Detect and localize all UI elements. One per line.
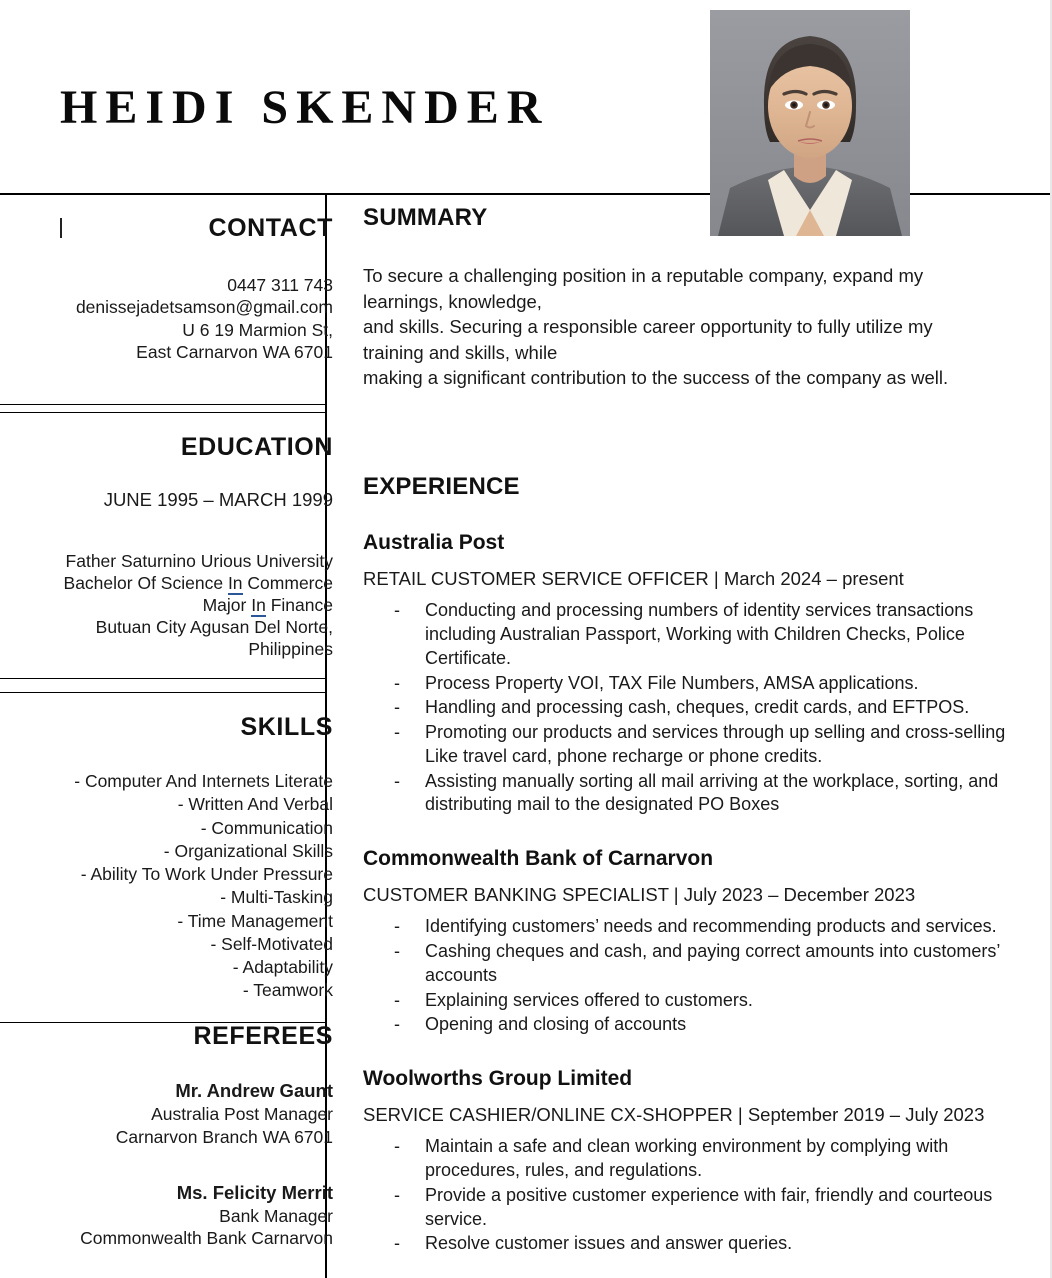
bullet-dash-icon: -	[394, 989, 400, 1010]
page-title: HEIDI SKENDER	[60, 81, 550, 134]
bullet-text: Explaining services offered to customers.	[425, 989, 753, 1010]
education-location-line1: Butuan City Agusan Del Norte,	[95, 616, 333, 637]
education-divider-top	[0, 678, 326, 679]
bullet-text: Conducting and processing numbers of identity services transactions including Australian Passport, Working with Children Checks, Police Certificate.	[425, 600, 974, 668]
bullet-dash-icon: -	[394, 770, 400, 791]
list-item: - Computer And Internets Literate	[74, 771, 333, 791]
job-bullet-list	[363, 599, 1023, 817]
referee-entry	[8, 1181, 333, 1251]
experience-section	[363, 473, 1023, 1257]
list-item	[363, 1013, 1023, 1037]
summary-body	[363, 263, 975, 391]
summary-section	[363, 204, 1023, 391]
job-company: Woolworths Group Limited	[363, 1067, 633, 1091]
list-item	[363, 721, 1023, 769]
summary-line: making a significant contribution to the success of the company as well.	[363, 367, 949, 389]
list-item	[363, 599, 1023, 670]
bullet-text: Identifying customers’ needs and recommending products and services.	[425, 916, 997, 937]
referee-name: Mr. Andrew Gaunt	[175, 1080, 333, 1101]
education-major-pre: Major	[202, 594, 247, 615]
portrait-photo-graphic	[710, 10, 910, 236]
portrait-photo	[710, 10, 910, 236]
list-item	[363, 989, 1023, 1013]
education-location-line2: Philippines	[248, 638, 333, 659]
referee-name: Ms. Felicity Merrit	[176, 1181, 333, 1203]
education-degree	[8, 572, 333, 594]
referees-section	[0, 1022, 346, 1278]
list-item	[363, 1232, 1023, 1256]
bullet-dash-icon: -	[394, 941, 400, 962]
referee-entry	[8, 1079, 333, 1149]
bullet-text: Process Property VOI, TAX File Numbers, AMSA applications.	[425, 672, 919, 693]
bullet-dash-icon: -	[394, 600, 400, 621]
education-degree-pre: Bachelor Of Science	[63, 572, 224, 593]
contact-section	[0, 214, 346, 364]
list-item: - Ability To Work Under Pressure	[80, 864, 333, 885]
bullet-dash-icon: -	[394, 1014, 400, 1035]
job-bullet-list	[363, 915, 1023, 1037]
bullet-text: Opening and closing of accounts	[425, 1014, 687, 1035]
bullet-dash-icon: -	[394, 916, 400, 937]
job-company: Commonwealth Bank of Carnarvon	[363, 847, 714, 871]
list-item: - Adaptability	[232, 957, 333, 978]
contact-email[interactable]: denissejadetsamson@gmail.com	[75, 297, 333, 318]
skills-heading: SKILLS	[240, 713, 333, 741]
education-major	[8, 594, 333, 616]
referee-org: Carnarvon Branch WA 6701	[115, 1126, 333, 1147]
education-major-post: Finance	[270, 594, 333, 615]
bullet-text: Resolve customer issues and answer queries.	[425, 1233, 793, 1254]
list-item	[363, 1184, 1023, 1232]
referee-title: Australia Post Manager	[151, 1104, 333, 1125]
bullet-text: Promoting our products and services through up selling and cross-selling Like travel card, phone recharge or phone credits.	[425, 722, 1006, 766]
job-role: SERVICE CASHIER/ONLINE CX-SHOPPER | September 2019 – July 2023	[363, 1104, 985, 1126]
experience-heading: EXPERIENCE	[363, 473, 520, 500]
contact-heading: CONTACT	[208, 214, 333, 242]
list-item: - Multi-Tasking	[220, 887, 333, 908]
list-item	[363, 672, 1023, 696]
skills-section	[0, 713, 346, 1003]
contact-divider-bottom	[0, 412, 326, 413]
job-company: Australia Post	[363, 531, 505, 554]
bullet-text: Provide a positive customer experience with fair, friendly and courteous service.	[425, 1184, 993, 1229]
list-item	[363, 1135, 1023, 1183]
list-item	[363, 696, 1023, 720]
education-details	[8, 550, 333, 660]
summary-heading: SUMMARY	[363, 204, 488, 231]
education-divider-bottom	[0, 692, 326, 693]
contact-phone[interactable]: 0447 311 743	[227, 275, 333, 295]
education-school: Father Saturnino Urious University	[65, 550, 333, 571]
bullet-text: Cashing cheques and cash, and paying correct amounts into customers’ accounts	[425, 941, 1000, 985]
grammar-flagged-word[interactable]: In	[251, 594, 266, 615]
summary-line: and skills. Securing a responsible career opportunity to fully utilize my training and skills, while	[363, 316, 933, 363]
referee-title: Bank Manager	[219, 1205, 333, 1226]
skills-list	[8, 770, 333, 1003]
list-item: - Self-Motivated	[210, 933, 333, 954]
list-item	[363, 915, 1023, 939]
summary-line: To secure a challenging position in a reputable company, expand my learnings, knowledge,	[363, 265, 924, 312]
experience-entry	[363, 1066, 1023, 1256]
list-item: - Organizational Skills	[163, 840, 333, 861]
list-item: - Time Management	[177, 910, 333, 931]
grammar-flagged-word[interactable]: In	[227, 572, 243, 593]
list-item	[363, 770, 1023, 818]
referee-org: Commonwealth Bank Carnarvon	[80, 1228, 333, 1249]
bullet-dash-icon: -	[394, 1184, 400, 1205]
experience-entry	[363, 530, 1023, 817]
job-bullet-list	[363, 1135, 1023, 1256]
bullet-dash-icon: -	[394, 1233, 400, 1254]
experience-entry	[363, 846, 1023, 1037]
bullet-dash-icon: -	[394, 672, 400, 693]
job-role: CUSTOMER BANKING SPECIALIST | July 2023 – December 2023	[363, 884, 916, 906]
education-degree-post: Commerce	[247, 572, 333, 593]
contact-address-line1: U 6 19 Marmion St,	[182, 319, 333, 340]
contact-divider-top	[0, 404, 326, 405]
bullet-text: Assisting manually sorting all mail arriving at the workplace, sorting, and distributing mail to the designated PO Boxes	[425, 770, 999, 815]
education-heading: EDUCATION	[180, 433, 333, 461]
job-role: RETAIL CUSTOMER SERVICE OFFICER | March 2024 – present	[363, 568, 904, 590]
bullet-dash-icon: -	[394, 1136, 400, 1157]
education-section	[0, 433, 346, 660]
bullet-dash-icon: -	[394, 722, 400, 743]
list-item: - Written And Verbal	[177, 794, 333, 815]
list-item: - Teamwork	[242, 980, 333, 1001]
list-item	[363, 940, 1023, 988]
bullet-text: Maintain a safe and clean working environment by complying with procedures, rules, and regulations.	[425, 1136, 949, 1181]
bullet-dash-icon: -	[394, 697, 400, 718]
bullet-text: Handling and processing cash, cheques, credit cards, and EFTPOS.	[425, 697, 970, 718]
list-item: - Communication	[200, 817, 333, 838]
education-dates: JUNE 1995 – MARCH 1999	[103, 489, 333, 510]
contact-details	[8, 274, 333, 364]
referees-heading: REFEREES	[193, 1022, 333, 1050]
contact-address-line2: East Carnarvon WA 6701	[136, 342, 333, 363]
